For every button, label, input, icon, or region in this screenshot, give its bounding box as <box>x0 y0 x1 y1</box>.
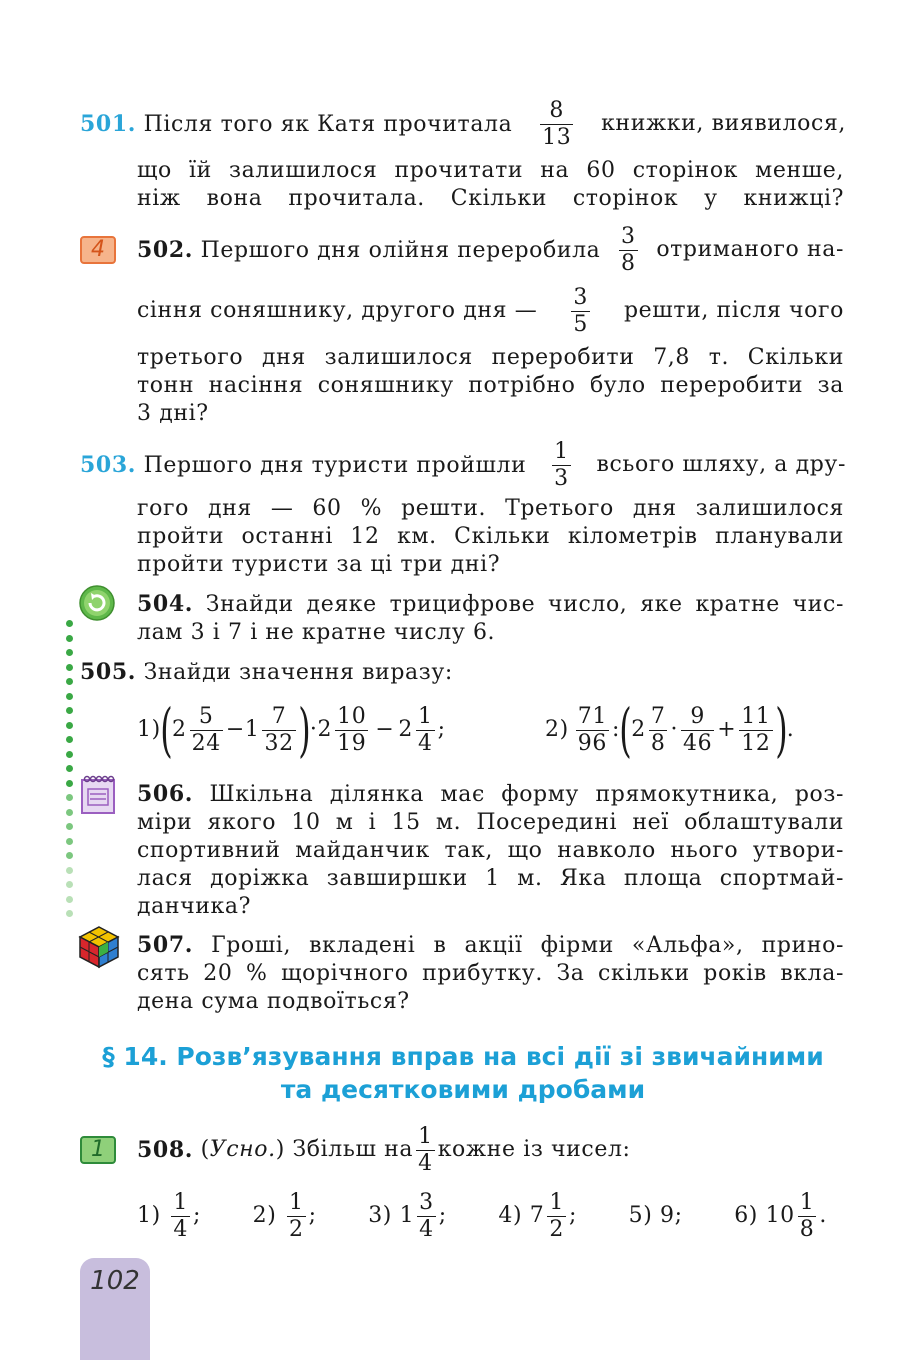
exercise-507 <box>137 931 844 1016</box>
fraction: $\frac{11}{12}$ <box>741 703 771 756</box>
punctuation: . <box>786 717 795 742</box>
exercise-501 <box>80 95 846 153</box>
fraction: 3 5 <box>573 284 588 337</box>
fraction: 1 4 <box>417 703 433 756</box>
text-line: отриманого на- <box>656 237 844 262</box>
list-item: 3) 1 3 4 ; <box>368 1189 447 1242</box>
fraction: 1 3 <box>554 438 569 491</box>
paren-close: ) <box>297 696 311 764</box>
operator: − <box>375 717 395 742</box>
text-line: Гроші, вкладені в акції фірми «Альфа», прино- <box>211 933 844 958</box>
fraction: 10 19 <box>337 703 367 756</box>
fraction: 71 96 <box>577 703 607 756</box>
exercise-504 <box>137 590 844 647</box>
dot <box>66 722 73 729</box>
item-label: 2) <box>545 717 569 742</box>
text-line: лам 3 і 7 і не кратне числу 6. <box>137 620 496 645</box>
text-line: третього дня залишилося переробити 7,8 т. Скільки <box>137 345 844 370</box>
section-heading <box>80 1040 846 1106</box>
fraction: 1 2 <box>549 1189 564 1242</box>
dot <box>66 809 73 816</box>
whole-part: 2 <box>172 717 187 742</box>
paren-close: ) <box>774 696 788 764</box>
exercise-number: 504. <box>137 591 193 617</box>
item-label: 1) <box>137 717 161 742</box>
text-line: сіння соняшнику, другого дня — <box>137 298 538 323</box>
dot <box>66 693 73 700</box>
text-line: решти, після чого <box>623 298 844 323</box>
fraction: 1 4 <box>173 1189 188 1242</box>
exercise-number: 506. <box>137 781 193 807</box>
exercise-506 <box>137 780 844 921</box>
text-line: дена сума подвоїться? <box>137 989 410 1014</box>
dot <box>66 780 73 787</box>
operator: · <box>670 717 679 742</box>
dot <box>66 765 73 772</box>
level-4-badge-icon: 4 <box>80 236 116 264</box>
dot <box>66 838 73 845</box>
operator: · <box>309 717 318 742</box>
repeat-arrows-icon <box>79 585 115 621</box>
dot <box>66 794 73 801</box>
fraction: 8 13 <box>542 97 572 150</box>
exercise-number: 501. <box>80 110 136 137</box>
fraction: 1 2 <box>288 1189 304 1242</box>
dot <box>66 751 73 758</box>
dot <box>66 896 73 903</box>
operator: + <box>717 717 737 742</box>
paren-open: ( <box>160 696 173 764</box>
dot <box>66 707 73 714</box>
dot <box>66 852 73 859</box>
text-line: пройти останні 12 км. Скільки кілометрів планували <box>137 524 844 549</box>
dot <box>66 649 73 656</box>
text-line: 3 дні? <box>137 401 209 426</box>
text-line: ніж вона прочитала. Скільки сторінок у книжці? <box>137 186 844 211</box>
text-line: Знайди деяке трицифрове число, яке кратне чис- <box>205 592 845 617</box>
dot <box>66 678 73 685</box>
text-line: гого дня — 60 % решти. Третього дня залишилося <box>137 496 844 521</box>
list-item: 5) 9 ; <box>628 1203 683 1228</box>
operator: − <box>225 717 245 742</box>
fraction: 9 46 <box>683 703 713 756</box>
exercise-number: 503. <box>80 451 136 478</box>
page-number: 102 <box>90 1266 140 1296</box>
exercise-503 <box>80 435 846 495</box>
whole-part: 2 <box>317 717 333 742</box>
list-item: 1) 1 4 ; <box>137 1189 201 1242</box>
dot <box>66 664 73 671</box>
exercise-502 <box>137 220 844 428</box>
paren-open: ( <box>619 696 633 764</box>
exercise-508: 508. ( Усно. ) Збільш на 1 4 кожне із чисел: <box>137 1123 631 1176</box>
section-heading-line: та десятковими дробами <box>280 1075 646 1104</box>
punctuation: ; <box>437 717 446 742</box>
exercise-number: 502. <box>137 236 193 263</box>
dot <box>66 910 73 917</box>
text-line: Першого дня олійня переробила <box>200 237 601 263</box>
expression-2 <box>545 695 794 765</box>
oral-mark: Усно. <box>209 1137 276 1162</box>
dot <box>66 823 73 830</box>
fraction: 1 8 <box>799 1189 815 1242</box>
whole-part: 2 <box>398 717 413 742</box>
fraction: 3 8 <box>621 223 636 276</box>
fraction: 5 24 <box>191 703 221 756</box>
text-line: що їй залишилося прочитати на 60 сторінок менше, <box>137 158 844 183</box>
dot <box>66 620 73 627</box>
dot <box>66 736 73 743</box>
text-line: Після того як Катя прочитала <box>143 111 513 137</box>
text-line: Знайди значення виразу: <box>143 660 453 685</box>
text-line: спортивний майданчик так, що навколо нього утвори- <box>137 838 844 863</box>
exercise-505 <box>80 658 846 687</box>
fraction: 3 4 <box>419 1189 434 1242</box>
text-line: всього шляху, а дру- <box>596 452 846 477</box>
dot <box>66 867 73 874</box>
text-line: сять 20 % щорічного прибутку. За скільки років вкла- <box>137 961 844 986</box>
list-item: 6) 10 1 8 . <box>734 1189 827 1242</box>
whole-part: 2 <box>631 717 646 742</box>
fraction: 7 8 <box>650 703 666 756</box>
exercise-number: 505. <box>80 659 136 685</box>
text-line: Збільш на <box>292 1137 414 1162</box>
exercise-number: 507. <box>137 932 193 958</box>
list-item: 4) 7 1 2 ; <box>498 1189 577 1242</box>
exercise-501-body <box>137 157 844 213</box>
text-line: данчика? <box>137 894 251 919</box>
expression-1 <box>137 695 446 765</box>
text-line: Шкільна ділянка має форму прямокутника, роз- <box>209 782 844 807</box>
fraction: 7 32 <box>264 703 294 756</box>
text-line: лася доріжка завширшки 1 м. Яка площа спортмай- <box>137 866 844 891</box>
whole-part: 1 <box>244 717 260 742</box>
section-heading-line: § 14. Розв’язування вправ на всі дії зі звичайними <box>102 1042 824 1071</box>
dot <box>66 635 73 642</box>
page-number-tab <box>80 1258 150 1360</box>
exercise-508-items <box>137 1185 827 1247</box>
list-item: 2) 1 2 ; <box>252 1189 317 1242</box>
text-line: книжки, виявилося, <box>601 111 846 136</box>
fraction: 1 4 <box>418 1123 433 1176</box>
exercise-503-body <box>137 495 844 579</box>
operator: : <box>611 717 620 742</box>
text-line: тонн насіння соняшнику потрібно було переробити за <box>137 373 844 398</box>
text-line: Першого дня туристи пройшли <box>143 452 527 478</box>
dot <box>66 881 73 888</box>
rubik-cube-icon <box>78 925 120 969</box>
exercise-number: 508. <box>137 1137 193 1163</box>
text-line: міри якого 10 м і 15 м. Посередині неї облаштували <box>137 810 844 835</box>
level-1-badge-icon: 1 <box>80 1136 116 1164</box>
text-line: кожне із чисел: <box>437 1137 631 1162</box>
text-line: пройти туристи за ці три дні? <box>137 552 501 577</box>
notebook-icon <box>80 775 116 815</box>
